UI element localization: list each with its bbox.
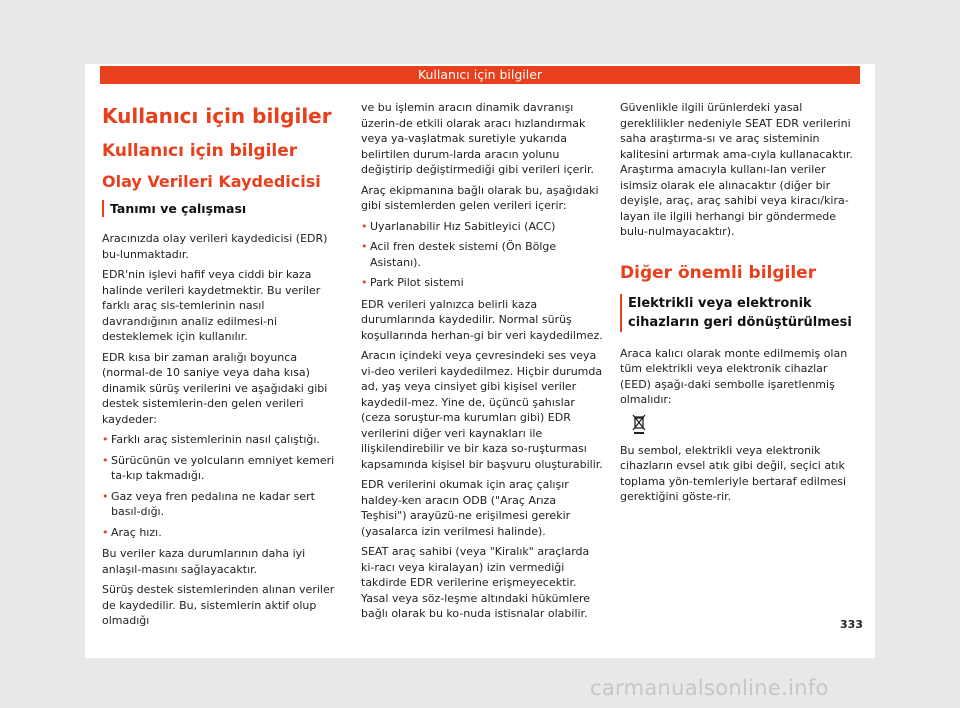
topic-heading-recycling: Elektrikli veya elektronik cihazların geri dönüştürülmesi — [620, 294, 860, 332]
paragraph: Bu sembol, elektrikli veya elektronik cihazların evsel atık gibi değil, seçici atık toplama yön-temleriyle bertaraf edilmesi gerektiğini göste-rir. — [620, 443, 847, 503]
running-header: Kullanıcı için bilgiler — [100, 66, 860, 84]
list-item: • Sürücünün ve yolcuların emniyet kemeri ta-kıp takmadığı. — [102, 453, 342, 484]
paragraph: EDR'nin işlevi hafif veya ciddi bir kaza halinde verileri kaydetmektir. Bu veriler farklı araç sis-temlerinin nasıl davrandığının analiz edilmesi-ni desteklemek için kullanılır. — [102, 268, 321, 343]
list-item: • Acil fren destek sistemi (Ön Bölge Asistanı). — [361, 239, 605, 270]
list-item: • Farklı araç sistemlerinin nasıl çalıştığı. — [102, 432, 342, 448]
paragraph: ve bu işlemin aracın dinamik davranışı üzerin-de etkili olarak aracı hızlandırmak veya ya-vaşlatmak suretiyle yukarıda belirtilen durum-larda aracın yolunu değiştirip değiştirmediği gibi verileri içerir. — [361, 101, 595, 176]
paragraph: EDR verileri yalnızca belirli kaza durumlarında kaydedilir. Normal sürüş koşullarında herhan-gi bir veri kaydedilmez. — [361, 297, 603, 342]
list-item: • Gaz veya fren pedalına ne kadar sert basıl-dığı. — [102, 489, 342, 520]
paragraph: Araca kalıcı olarak monte edilmemiş olan tüm elektrikli veya elektronik cihazlar (EED) aşağı-daki sembolle işaretlenmiş olmalıdır: — [620, 346, 848, 406]
paragraph: EDR verilerini okumak için araç çalışır haldey-ken aracın ODB ("Araç Arıza Teşhisi") arayüzü-ne erişilmesi gerekir (yasalarca izin verilmesi halinde). — [361, 478, 571, 538]
main-heading: Kullanıcı için bilgiler — [102, 104, 332, 128]
paragraph: Sürüş destek sistemlerinden alınan veriler de kaydedilir. Bu, sistemlerin aktif olup olmadığı — [102, 583, 335, 627]
crossed-out-wheelie-bin-icon — [632, 413, 646, 435]
column-3 — [620, 100, 860, 510]
paragraph: Güvenlikle ilgili ürünlerdeki yasal gereklilikler nedeniyle SEAT EDR verilerini saha araştırma-sı ve araç sisteminin kalitesini artırmak ama-cıyla kullanacaktır. Araştırma amacıyla kullanı-lan veriler isimsiz olarak ele alınacaktır (diğer bir deyişle, araç, araç sahibi veya kiracı/kira-layan ile ilgili herhangi bir göndermede bulu-nulmayacaktır). — [620, 101, 853, 238]
paragraph: SEAT araç sahibi (veya "Kiralık" araçlarda ki-racı veya kiralayan) izin vermediği takdirde EDR verilerine erişmeyecektir. Yasal veya söz-leşme altındaki hükümlere bağlı olarak bu ko-nuda istisnalar olabilir. — [361, 545, 591, 620]
paragraph: Bu veriler kaza durumlarının daha iyi anlaşıl-masını sağlayacaktır. — [102, 547, 306, 576]
subsection-heading: Olay Verileri Kaydedicisi — [102, 172, 321, 191]
paragraph: EDR kısa bir zaman aralığı boyunca (normal-de 10 saniye veya daha kısa) dinamik sürüş verilerini ve aşağıdaki gibi destek sistemlerin-den gelen verileri kaydeder: — [102, 350, 328, 426]
column-1 — [102, 100, 342, 634]
list-item: • Park Pilot sistemi — [361, 275, 605, 291]
section-heading: Kullanıcı için bilgiler — [102, 141, 298, 161]
topic-heading: Tanımı ve çalışması — [102, 200, 342, 217]
watermark: carmanualsonline.info — [590, 676, 829, 700]
paragraph: Aracın içindeki veya çevresindeki ses veya vi-deo verileri kaydedilmez. Hiçbir durumda ad, yaş veya cinsiyet gibi kişisel veriler kaydedil-mez. Yine de, üçüncü şahıslar (ceza soruştur-ma kurumları gibi) EDR verilerini diğer veri kaynakları ile ilişkilendirebilir ve bir kaza so-ruşturması kapsamında kişisel bir başvuru oluşturabilir. — [361, 349, 603, 471]
list-item: • Araç hızı. — [102, 525, 342, 541]
bullet-list — [102, 432, 342, 540]
section-heading-other-info: Diğer önemli bilgiler — [620, 262, 817, 283]
bullet-list — [361, 219, 605, 291]
list-item: • Uyarlanabilir Hız Sabitleyici (ACC) — [361, 219, 605, 235]
paragraph: Aracınızda olay verileri kaydedicisi (EDR) bu-lunmaktadır. — [102, 232, 328, 261]
paragraph: Araç ekipmanına bağlı olarak bu, aşağıdaki gibi sistemlerden gelen verileri içerir: — [361, 183, 599, 212]
page-number: 333 — [840, 618, 863, 631]
column-2 — [361, 100, 605, 627]
